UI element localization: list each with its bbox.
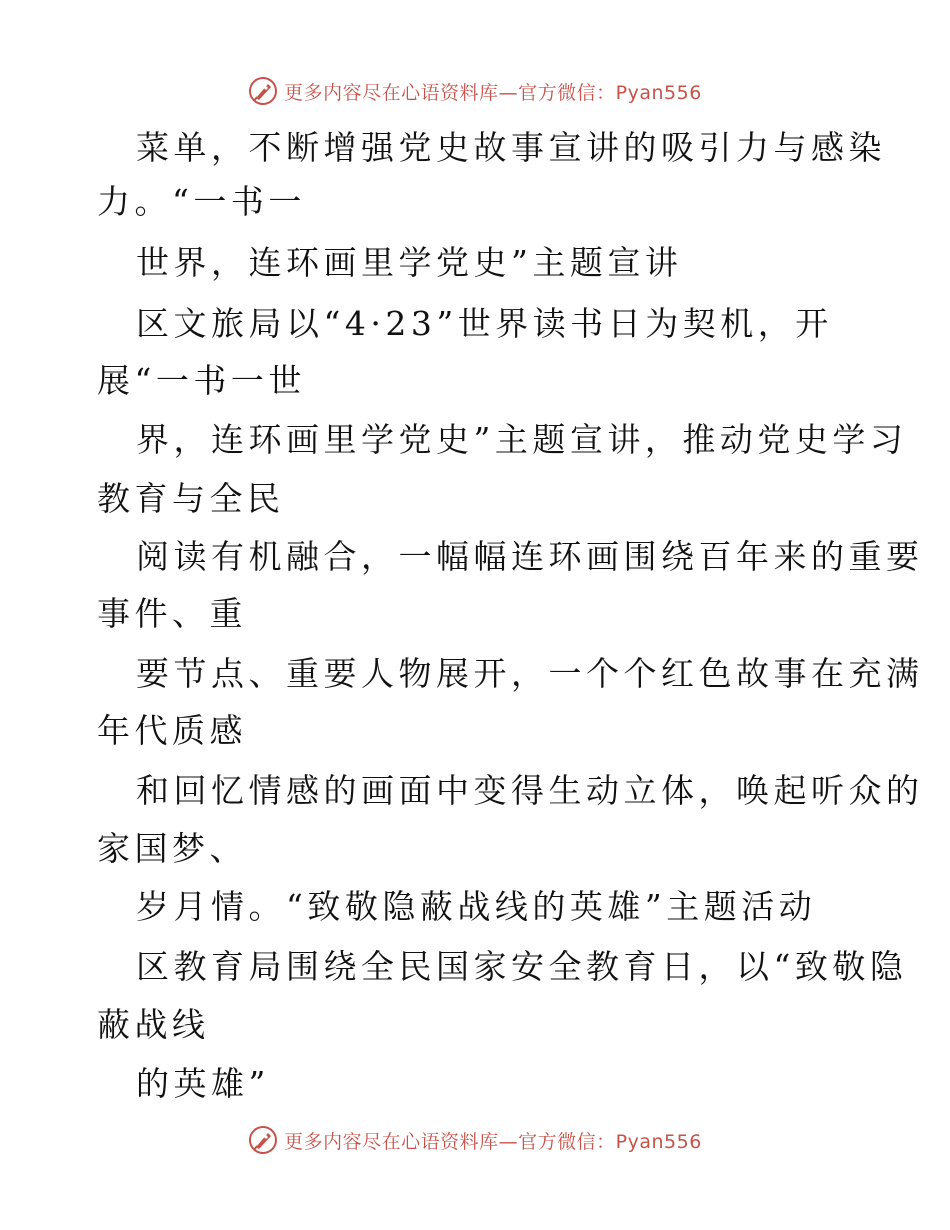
body-line: 要节点、重要人物展开，一个个红色故事在充满 — [136, 654, 924, 693]
body-line: 的英雄” — [136, 1064, 270, 1103]
body-line: 区教育局围绕全民国家安全教育日，以“致敬隐 — [136, 947, 908, 986]
body-line: 年代质感 — [97, 711, 247, 750]
body-line: 事件、重 — [97, 594, 247, 633]
body-line: 阅读有机融合，一幅幅连环画围绕百年来的重要 — [136, 537, 924, 576]
footer-banner — [0, 1120, 950, 1160]
body-line: 蔽战线 — [97, 1005, 210, 1044]
body-line: 界，连环画里学党史”主题宣讲，推动党史学习 — [136, 420, 908, 459]
body-line: 区文旅局以“4·23”世界读书日为契机，开 — [136, 304, 833, 343]
body-line: 菜单，不断增强党史故事宣讲的吸引力与感染 — [136, 128, 886, 167]
pen-nib-logo-icon — [248, 76, 278, 106]
pen-nib-logo-icon — [248, 1125, 278, 1155]
body-line: 教育与全民 — [97, 479, 285, 518]
body-line: 家国梦、 — [97, 829, 247, 868]
body-line: 展“一书一世 — [97, 361, 306, 400]
header-banner — [0, 71, 950, 111]
header-banner-text: 更多内容尽在心语资料库—官方微信：Pyan556 — [284, 81, 702, 104]
body-line: 世界，连环画里学党史”主题宣讲 — [136, 243, 683, 282]
footer-banner-text: 更多内容尽在心语资料库—官方微信：Pyan556 — [284, 1130, 702, 1153]
body-line: 力。“一书一 — [97, 182, 306, 221]
body-line: 和回忆情感的画面中变得生动立体，唤起听众的 — [136, 771, 924, 810]
body-line: 岁月情。“致敬隐蔽战线的英雄”主题活动 — [136, 887, 817, 926]
